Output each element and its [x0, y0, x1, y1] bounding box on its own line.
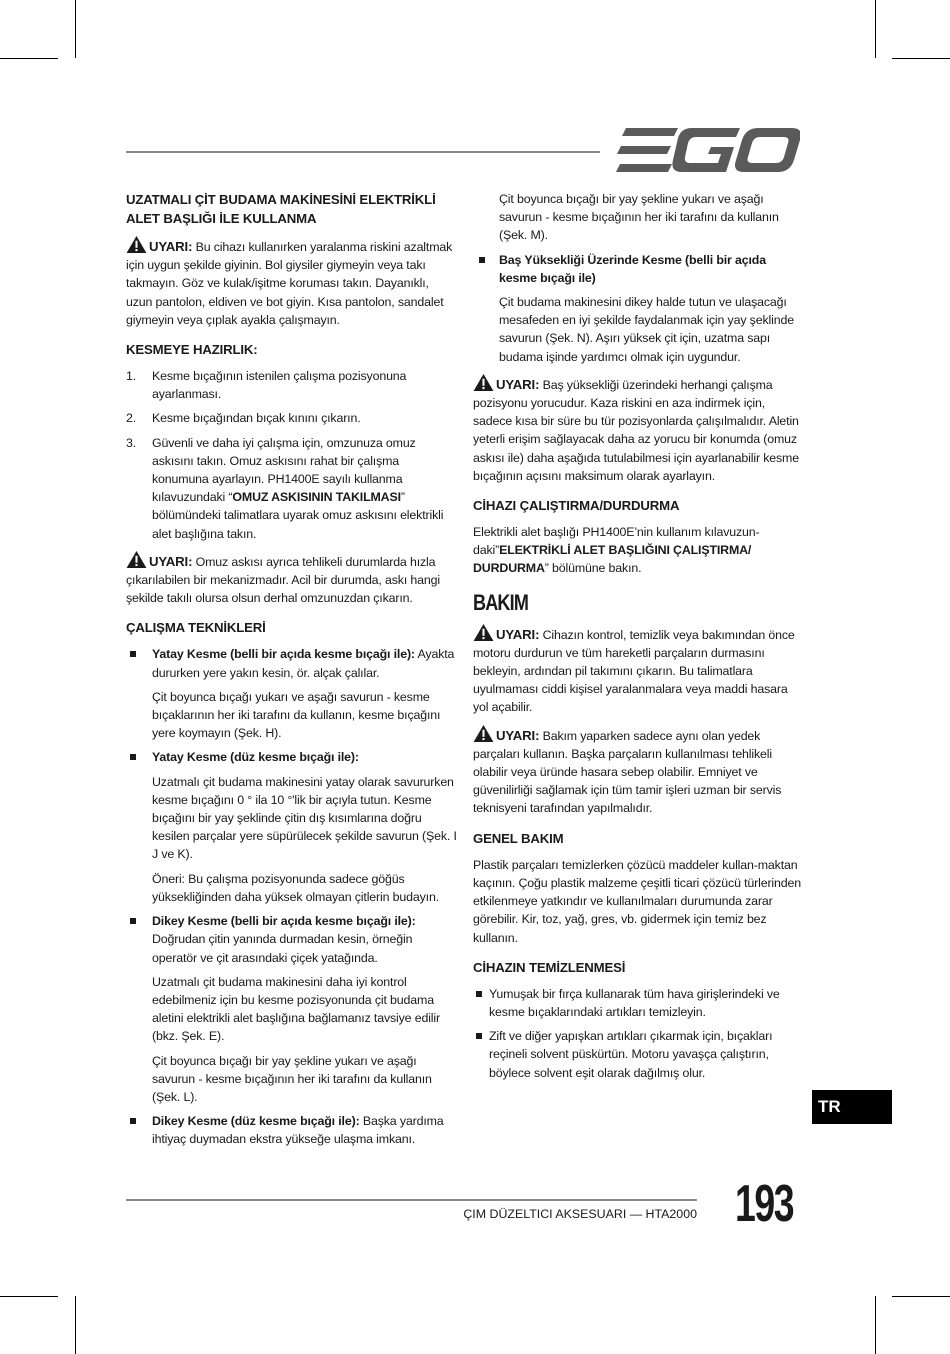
warning-label: UYARI:: [149, 553, 193, 569]
step-number: 3.: [126, 435, 137, 450]
warning-label: UYARI:: [496, 376, 540, 392]
technique-item: [126, 1112, 458, 1148]
crop-mark: [875, 0, 876, 58]
warning-label: UYARI:: [149, 239, 193, 254]
step-number: 1.: [126, 369, 137, 384]
technique-item: [126, 912, 458, 967]
bullet-square: [476, 991, 482, 997]
step-text-end: ” bölümündeki talimatlara uyarak omuz askısını elektrikli alet başlığına takın.: [152, 490, 444, 541]
step-item: [126, 367, 458, 403]
step-text: Kesme bıçağından bıçak kınını çıkarın.: [152, 411, 361, 426]
technique-detail: Çit boyunca bıçağı bir yay şekline yukarı ve aşağı savurun - kesme bıçağının her iki tarafını da kullanın (Şek. L).: [152, 1053, 432, 1104]
footer-rule: [126, 1199, 697, 1201]
warning-text: Cihazın kontrol, temizlik veya bakımından önce motoru durdurun ve tüm hareketli parçaların durmasını bekleyin, ardından pil takımını çıkarın. Bu talimatlara uyulmaması ciddi kişisel yaralanmalara veya maddi hasara yol açabilir.: [473, 627, 795, 715]
cleaning-item: [473, 985, 801, 1021]
ego-logo: [616, 128, 800, 172]
warning-triangle-icon: [473, 374, 494, 391]
techniques-heading: ÇALIŞMA TEKNİKLERİ: [126, 620, 266, 636]
technique-item: [126, 645, 458, 681]
technique-title: Yatay Kesme (düz kesme bıçağı ile):: [152, 750, 359, 765]
step-item: [126, 434, 458, 543]
technique-detail: Çit boyunca bıçağı bir yay şekline yukarı ve aşağı savurun - kesme bıçağının her iki tarafını da kullanın (Şek. M).: [499, 192, 779, 243]
cleaning-item: [473, 1027, 801, 1082]
bullet-square: [130, 651, 136, 657]
footer-product-name: ÇIM DÜZELTICI AKSESUARI — HTA2000: [463, 1207, 697, 1221]
technique-detail: Uzatmalı çit budama makinesini yatay olarak savururken kesme bıçağını 0 ° ila 10 °'lik bir açıyla tutun. Kesme bıçağını bir yay şeklinde çitin dış kısımlarına doğru kesilen parçalar yere süpürülecek şekilde savurun (Şek. I J ve K).: [152, 774, 457, 862]
start-stop-text: [473, 523, 801, 578]
bullet-square: [479, 257, 485, 263]
warning-text: Bu cihazı kullanırken yaralanma riskini azaltmak için uygun şekilde giyinin. Bol giysiler giymeyin veya takı takmayın. Göz ve kulak/işitme koruması takın. Dayanıklı, uzun pantolon, eldiven ve bot giyin. Kısa pantolon, sandalet giymeyin veya çıplak ayakla çalışmayın.: [126, 240, 453, 327]
technique-item: [126, 748, 458, 766]
crop-mark: [875, 1296, 876, 1354]
technique-title: Dikey Kesme (belli bir açıda kesme bıçağı ile):: [152, 914, 416, 929]
start-stop-heading: CİHAZI ÇALIŞTIRMA/DURDURMA: [473, 498, 680, 514]
start-stop-end: ” bölümüne bakın.: [544, 561, 642, 576]
step-text: Güvenli ve daha iyi çalışma için, omzunuza omuz askısını takın. Omuz askısını rahat bir çalışma konumuna ayarlayın. PH1400E sayılı kullanma kılavuzundaki “: [152, 435, 416, 505]
step-item: [126, 409, 458, 427]
left-column: [126, 190, 458, 1155]
cleaning-text: Zift ve diğer yapışkan artıkları çıkarmak için, bıçakları reçineli solvent püskürtün. Motoru yavaşça çalıştırın, böylece solvent eşit olarak dağılmış olur.: [489, 1029, 773, 1080]
page-number: 193: [735, 1175, 794, 1233]
warning-paragraph: [473, 624, 801, 717]
step-text: Kesme bıçağının istenilen çalışma pozisyonuna ayarlanması.: [152, 369, 407, 402]
warning-paragraph: [473, 374, 801, 485]
warning-text: Bakım yaparken sadece aynı olan yedek parçaları kullanın. Başka parçaların kullanılması tehlikeli olabilir veya üründe hasara sebep olabilir. Emniyet ve güvenilirliği sağlamak için tüm tamir işleri uzman bir servis teknisyeni tarafından yapılmalıdır.: [473, 728, 782, 816]
prep-heading: KESMEYE HAZIRLIK:: [126, 342, 258, 358]
general-maintenance-text: Plastik parçaları temizlerken çözücü maddeler kullan-maktan kaçının. Çoğu plastik malzeme çeşitli ticari çözücü türlerinden etkilenmeye yatkındır ve kullanılmaları durumunda zarar görebilir. Kir, toz, yağ, gres, vb. gidermek için temiz bez kullanın.: [473, 857, 801, 945]
bullet-square: [476, 1033, 482, 1039]
maintenance-heading: BAKIM: [473, 589, 529, 615]
cleaning-heading: CİHAZIN TEMİZLENMESİ: [473, 959, 626, 975]
crop-mark: [75, 0, 76, 58]
step-reference: OMUZ ASKISININ TAKILMASI: [232, 490, 401, 505]
technique-title: Dikey Kesme (düz kesme bıçağı ile):: [152, 1114, 360, 1129]
technique-text: Doğrudan çitin yanında durmadan kesin, örneğin operatör ve çit arasındaki çiçek yatağında.: [152, 932, 413, 965]
section-title: UZATMALI ÇİT BUDAMA MAKİNESİNİ ELEKTRİKLİ ALET BAŞLIĞI İLE KULLANMA: [126, 192, 436, 226]
technique-detail: Öneri: Bu çalışma pozisyonunda sadece göğüs yüksekliğinden daha yüksek olmayan çitlerin budayın.: [152, 871, 439, 904]
crop-mark: [75, 1296, 76, 1354]
technique-text: Ayakta dururken yere yakın kesin, ör. alçak çalılar.: [152, 647, 455, 680]
technique-detail: Çit budama makinesini dikey halde tutun ve ulaşacağı mesafeden en iyi şekilde faydalanmak için yay şeklinde savurun (Şek. N). Aşırı yüksek çit için, uzatma sapı budama işinde yardımcı olmak için uygundur.: [499, 295, 794, 364]
warning-paragraph: [126, 236, 458, 329]
bullet-square: [130, 754, 136, 760]
technique-detail: Uzatmalı çit budama makinesini daha iyi kontrol edebilmeniz için bu kesme pozisyonunda çit budama aletini elektrikli alet başlığına bağlamanız tavsiye edilir (bkz. Şek. E).: [152, 974, 440, 1044]
cleaning-text: Yumuşak bir fırça kullanarak tüm hava girişlerindeki ve kesme bıçaklarındaki artıkları temizleyin.: [489, 986, 780, 1019]
crop-mark: [0, 1296, 58, 1297]
language-tab: TR: [812, 1090, 892, 1124]
warning-text: Omuz askısı ayrıca tehlikeli durumlarda hızla çıkarılabilen bir mekanizmadır. Acil bir durumda, askı hangi şekilde takılı olursa olsun derhal omzunuzdan çıkarın.: [126, 554, 440, 606]
bullet-square: [130, 918, 136, 924]
warning-triangle-icon: [473, 624, 494, 641]
general-maintenance-heading: GENEL BAKIM: [473, 830, 564, 846]
warning-label: UYARI:: [496, 626, 540, 642]
warning-text: Baş yüksekliği üzerindeki herhangi çalışma pozisyonu yorucudur. Kaza riskini en aza indirmek için, sadece kısa bir süre bu tür pozisyonlarda çalışılmalıdır. Aletin yeterli erişim sağlayacak daha az yorucu bir konumda (omuz askısı ile) daha aşağıda tutulabilmesi için ayarlanabilir kesme bıçağının açısını maksimum olarak ayarlayın.: [473, 377, 799, 483]
technique-text: Başka yardıma ihtiyaç duymadan ekstra yükseğe ulaşma imkanı.: [152, 1114, 444, 1147]
warning-triangle-icon: [473, 725, 494, 742]
bullet-square: [130, 1118, 136, 1124]
warning-triangle-icon: [126, 551, 147, 568]
crop-mark: [892, 1296, 950, 1297]
crop-mark: [892, 58, 950, 59]
warning-triangle-icon: [126, 236, 147, 253]
header-rule: [126, 151, 600, 153]
crop-mark: [0, 58, 58, 59]
warning-label: UYARI:: [496, 727, 540, 743]
technique-item: [473, 251, 801, 287]
warning-paragraph: [126, 551, 458, 608]
start-stop-intro: Elektrikli alet başlığı PH1400E’nin kullanım kılavuzun-daki”: [473, 525, 760, 558]
start-stop-reference: ELEKTRİKLİ ALET BAŞLIĞINI ÇALIŞTIRMA/ DURDURMA: [473, 543, 752, 576]
technique-title: Baş Yüksekliği Üzerinde Kesme (belli bir açıda kesme bıçağı ile): [499, 252, 766, 285]
prep-steps: [126, 367, 458, 543]
right-column: [473, 190, 801, 1088]
step-number: 2.: [126, 411, 137, 426]
technique-title: Yatay Kesme (belli bir açıda kesme bıçağı ile):: [152, 647, 415, 662]
technique-detail: Çit boyunca bıçağı yukarı ve aşağı savurun - kesme bıçaklarının her iki tarafını da kullanın, kesme bıçağını yere koymayın (Şek. H).: [152, 689, 441, 741]
warning-paragraph: [473, 725, 801, 818]
